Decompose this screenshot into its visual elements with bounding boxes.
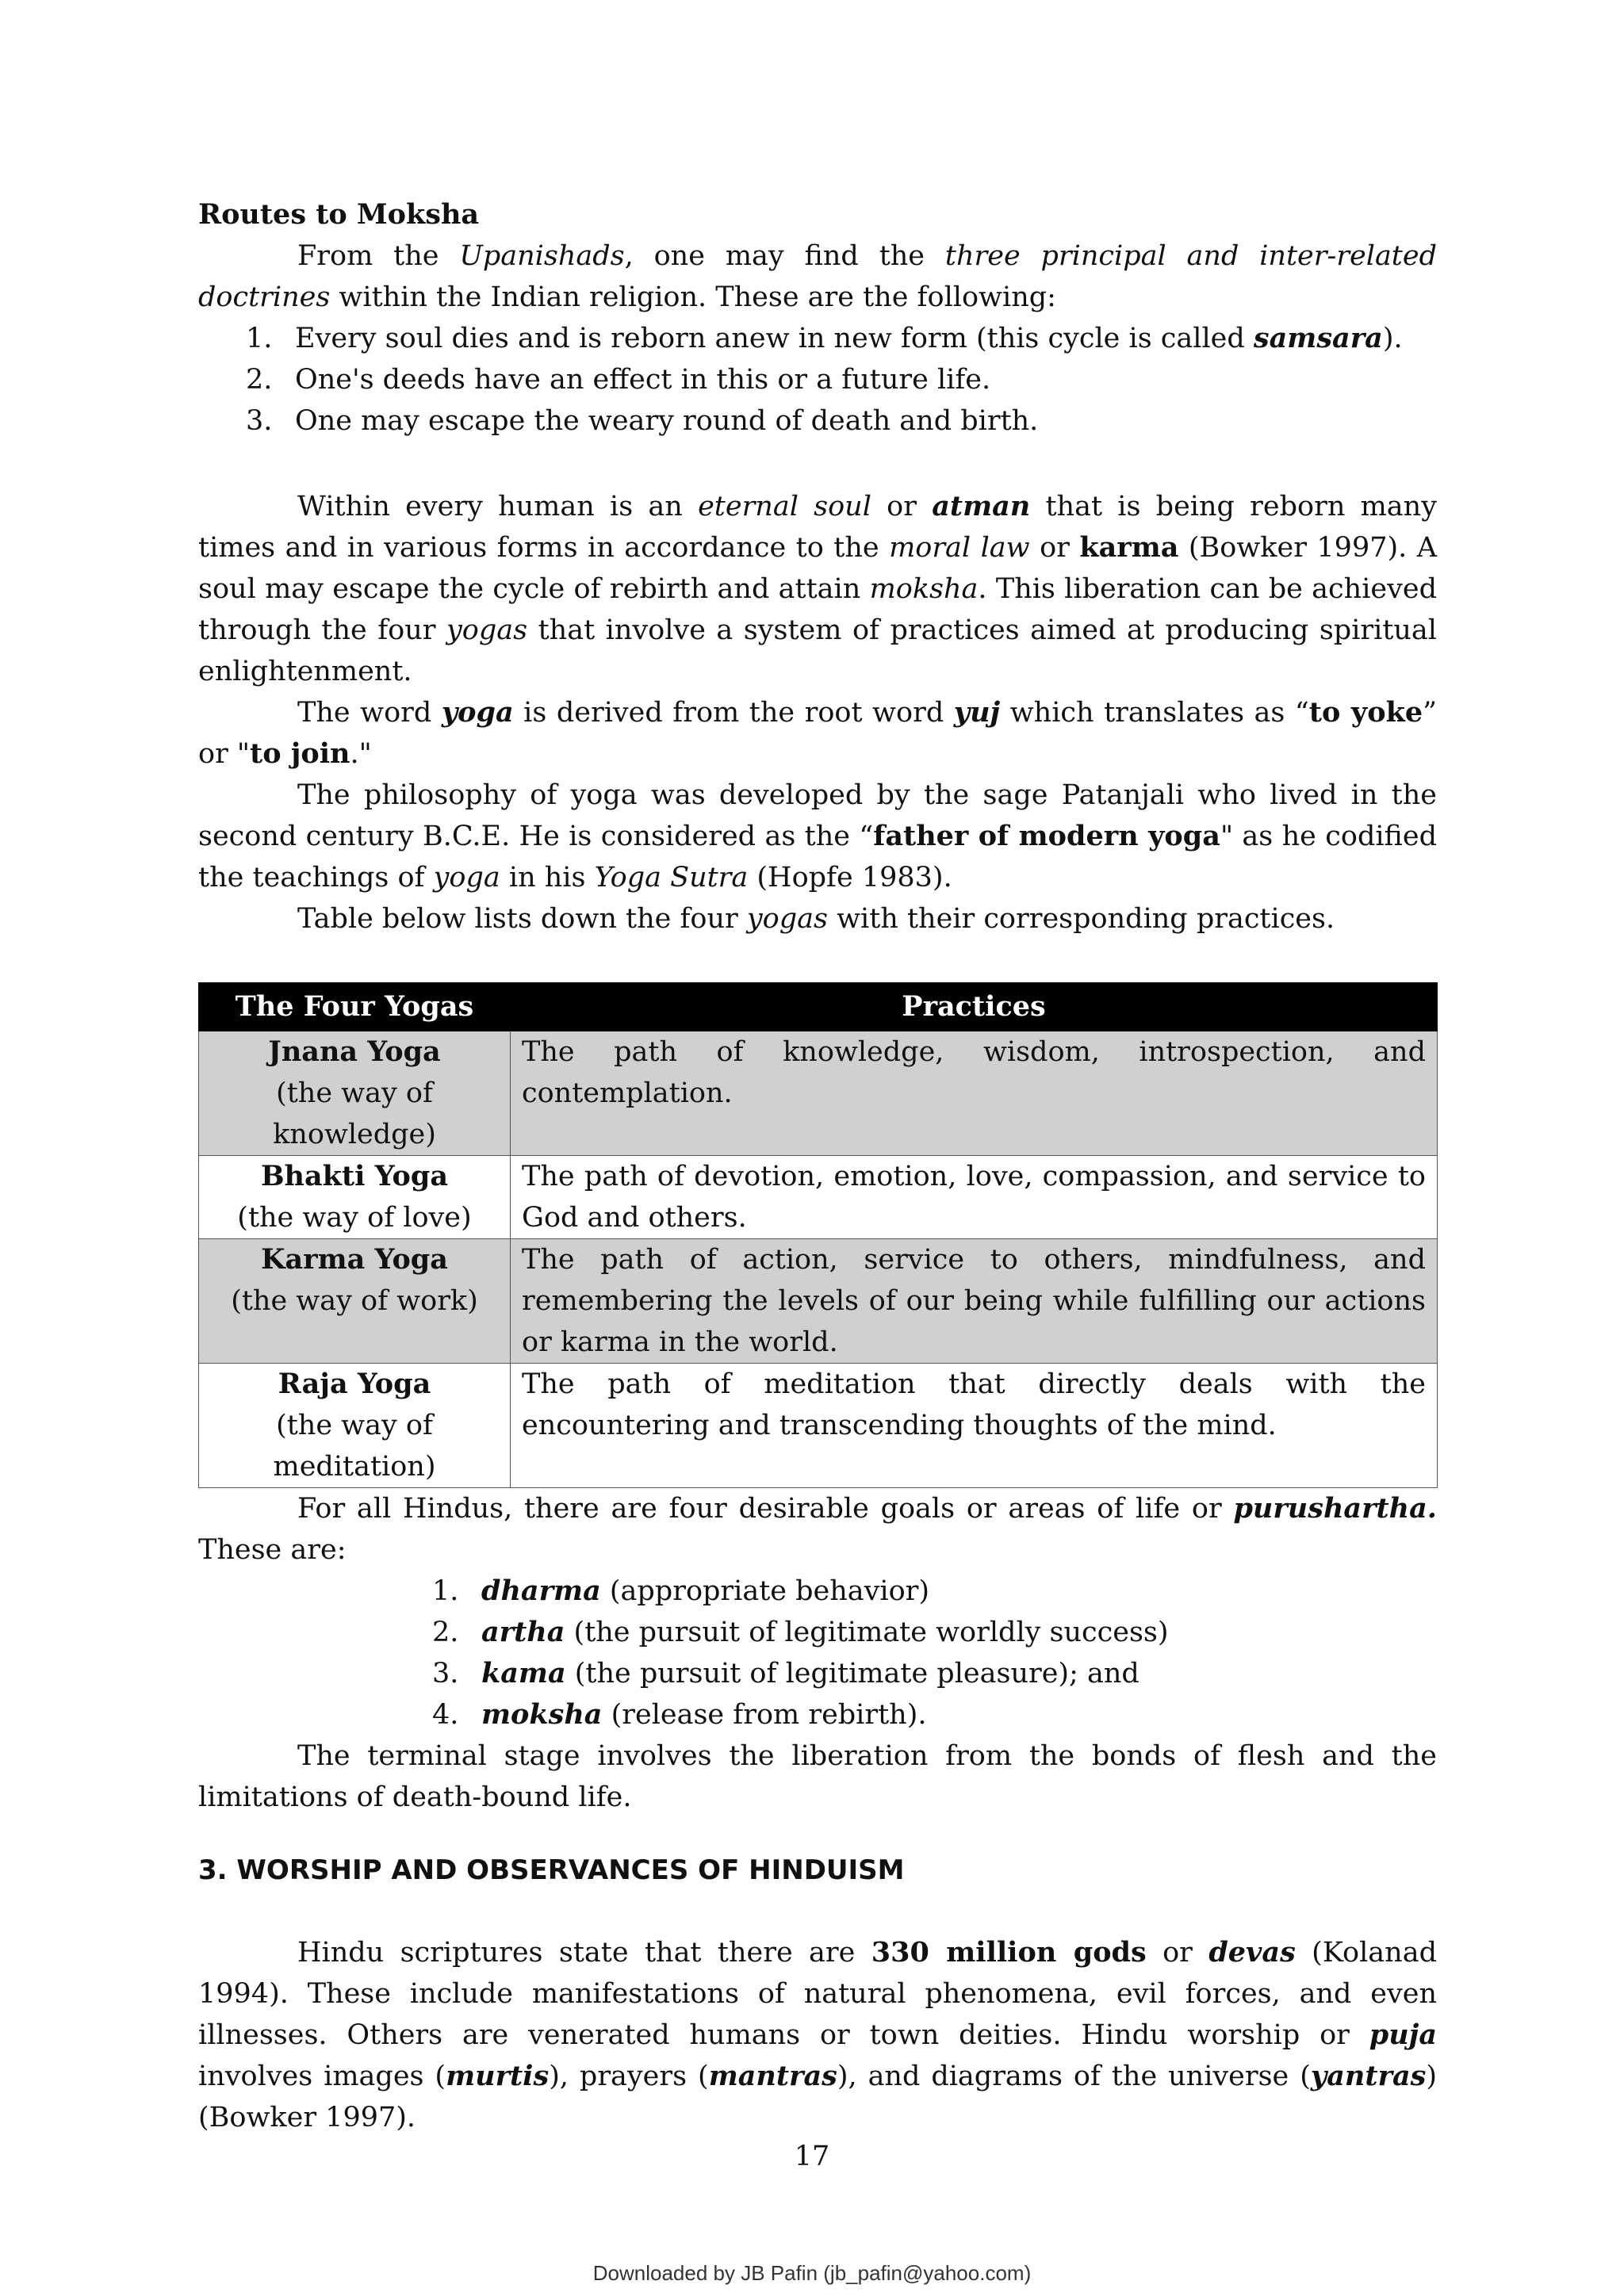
list-item: 1. dharma (appropriate behavior)	[432, 1575, 930, 1607]
page-number: 17	[794, 2141, 830, 2172]
table-row	[199, 1364, 1438, 1488]
table-row	[199, 1031, 1438, 1156]
download-footer: Downloaded by JB Pafin (jb_pafin@yahoo.com)	[592, 2261, 1032, 2285]
table-header-practices: Practices	[511, 983, 1438, 1031]
goals-paragraph: For all Hindus, there are four desirable goals or areas of life or purushartha. These are:	[198, 1492, 1437, 1566]
list-item: 1. Every soul dies and is reborn anew in new form (this cycle is called samsara).	[246, 322, 1403, 354]
spacer	[198, 442, 1437, 486]
yoga-name-cell: Karma Yoga (the way of work)	[199, 1239, 511, 1364]
table-header-row	[199, 983, 1438, 1031]
section-heading-worship: 3. WORSHIP AND OBSERVANCES OF HINDUISM	[198, 1854, 905, 1886]
list-item: 3. One may escape the weary round of death and birth.	[246, 405, 1039, 437]
table-header-yogas: The Four Yogas	[199, 983, 511, 1031]
intro-paragraph: From the Upanishads, one may find the three principal and inter-related doctrines within the Indian religion. These are the following:	[198, 240, 1437, 313]
yoga-name-cell: Bhakti Yoga (the way of love)	[199, 1156, 511, 1239]
practice-cell: The path of knowledge, wisdom, introspection, and contemplation.	[511, 1031, 1438, 1156]
yoga-word-paragraph: The word yoga is derived from the root word yuj which translates as “to yoke” or "to join."	[198, 696, 1437, 770]
list-item: 2. One's deeds have an effect in this or a future life.	[246, 364, 991, 396]
practice-cell: The path of action, service to others, mindfulness, and remembering the levels of our being while fulfilling our actions or karma in the world.	[511, 1239, 1438, 1364]
practice-cell: The path of devotion, emotion, love, compassion, and service to God and others.	[511, 1156, 1438, 1239]
atman-paragraph: Within every human is an eternal soul or atman that is being reborn many times and in various forms in accordance to the moral law or karma (Bowker 1997). A soul may escape the cycle of rebirth and attain moksha. This liberation can be achieved through the four yogas that involve a system of practices aimed at producing spiritual enlightenment.	[198, 490, 1438, 687]
goals-list	[198, 1571, 1437, 1735]
spacer	[198, 1891, 1437, 1932]
practice-cell: The path of meditation that directly deals with the encountering and transcending thoughts of the mind.	[511, 1364, 1438, 1488]
yoga-name-cell: Raja Yoga (the way of meditation)	[199, 1364, 511, 1488]
table-row	[199, 1239, 1438, 1364]
section-heading-routes: Routes to Moksha	[198, 198, 480, 231]
patanjali-paragraph: The philosophy of yoga was developed by the sage Patanjali who lived in the second century B.C.E. He is considered as the “father of modern yoga" as he codified the teachings of yoga in his Yoga Sutra (Hopfe 1983).	[198, 779, 1438, 894]
terminal-paragraph: The terminal stage involves the liberation from the bonds of flesh and the limitations of death-bound life.	[198, 1740, 1437, 1813]
list-item: 3. kama (the pursuit of legitimate pleasure); and	[432, 1657, 1139, 1689]
list-item: 4. moksha (release from rebirth).	[432, 1698, 927, 1731]
spacer	[198, 1818, 1437, 1850]
four-yogas-table	[198, 982, 1438, 1488]
table-row	[199, 1156, 1438, 1239]
document-page	[198, 194, 1437, 2138]
yoga-name-cell: Jnana Yoga (the way of knowledge)	[199, 1031, 511, 1156]
list-item: 2. artha (the pursuit of legitimate worldly success)	[432, 1616, 1169, 1648]
table-intro-paragraph: Table below lists down the four yogas with their corresponding practices.	[297, 903, 1335, 935]
worship-paragraph: Hindu scriptures state that there are 330 million gods or devas (Kolanad 1994). These include manifestations of natural phenomena, evil forces, and even illnesses. Others are venerated humans or town deities. Hindu worship or puja involves images (murtis), prayers (mantras), and diagrams of the universe (yantras) (Bowker 1997).	[198, 1936, 1437, 2133]
doctrines-list	[198, 318, 1437, 442]
